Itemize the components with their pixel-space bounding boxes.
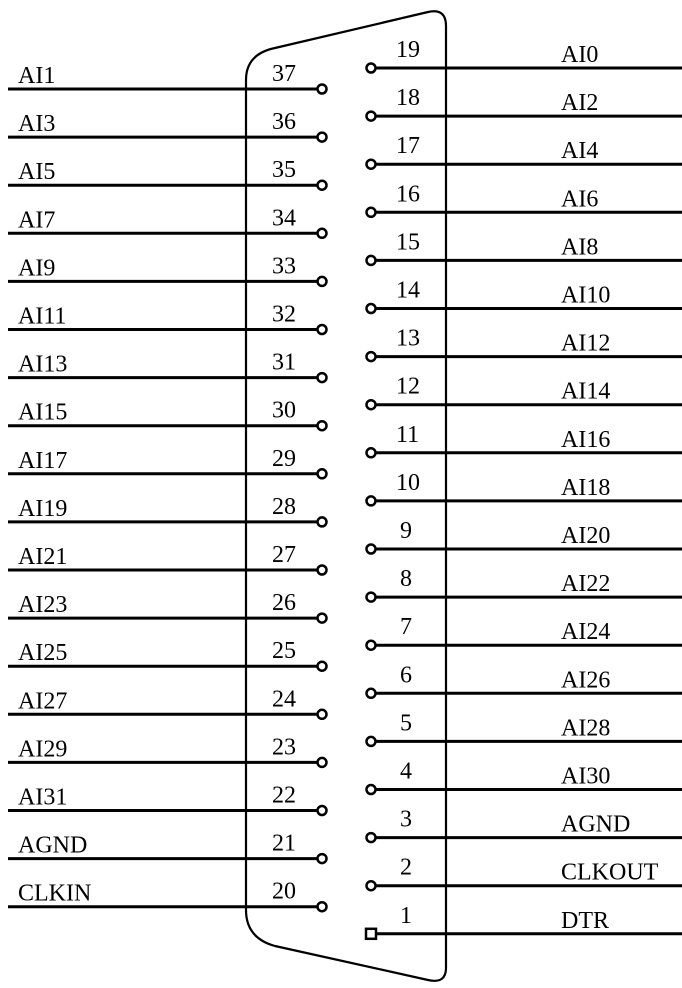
signal-label: AGND	[561, 811, 631, 838]
left-pin-row-26	[8, 590, 327, 623]
pin-number: 15	[396, 229, 420, 256]
pin-number: 13	[396, 325, 420, 352]
left-pin-row-34	[8, 205, 327, 238]
left-pin-row-29	[8, 446, 327, 479]
signal-label: AI12	[561, 330, 611, 357]
right-pin-row-5	[367, 710, 682, 746]
pin-number: 16	[396, 181, 420, 208]
right-pin-row-13	[367, 326, 682, 362]
pin-number: 23	[272, 734, 296, 761]
signal-label: AI13	[18, 351, 68, 378]
pin-contact-icon	[367, 448, 376, 457]
pin-number: 5	[400, 710, 412, 737]
signal-label: AI0	[561, 42, 599, 68]
signal-label: AI24	[561, 619, 611, 646]
pin-contact-icon	[367, 641, 376, 650]
pin-contact-icon	[367, 593, 376, 602]
pin-contact-icon	[318, 806, 327, 815]
pin-number: 28	[272, 493, 296, 520]
signal-label: AI8	[561, 234, 599, 261]
left-pin-row-37	[8, 61, 327, 94]
pin-contact-icon	[318, 421, 327, 430]
pin-contact-icon	[367, 160, 376, 169]
signal-label: AI2	[561, 90, 599, 117]
right-pin-row-6	[367, 662, 682, 698]
signal-label: AI18	[561, 474, 611, 501]
signal-label: AI19	[18, 495, 68, 522]
left-pin-row-36	[8, 109, 327, 142]
pin-contact-icon	[318, 662, 327, 671]
signal-label: AI25	[18, 640, 68, 667]
left-pin-column	[8, 61, 327, 911]
signal-label: AI5	[18, 159, 56, 186]
signal-label: CLKOUT	[561, 859, 659, 886]
right-pin-row-9	[367, 518, 682, 554]
pin-contact-icon	[318, 85, 327, 94]
pin-number: 9	[400, 518, 412, 544]
signal-label: AI21	[18, 544, 68, 570]
pin-number: 31	[272, 349, 296, 376]
pin-contact-icon	[367, 785, 376, 794]
pin-contact-icon	[367, 400, 376, 409]
signal-label: AI26	[561, 667, 611, 694]
signal-label: AI15	[18, 399, 68, 426]
left-pin-row-31	[8, 350, 327, 383]
pin-number: 27	[272, 542, 296, 568]
pin-number: 4	[400, 758, 412, 785]
signal-label: AI20	[561, 523, 611, 549]
pin-contact-icon	[318, 373, 327, 382]
pin-number: 19	[396, 37, 420, 63]
pin-contact-icon	[318, 469, 327, 478]
pin-contact-icon	[318, 133, 327, 142]
left-pin-row-35	[8, 157, 327, 190]
pin-contact-icon	[367, 112, 376, 121]
pin-number: 18	[396, 85, 420, 112]
right-pin-row-12	[367, 374, 682, 410]
left-pin-row-20	[8, 879, 327, 912]
signal-label: AI31	[18, 784, 68, 811]
pin-number: 29	[272, 445, 296, 472]
pin-number: 11	[396, 421, 420, 448]
left-pin-row-22	[8, 783, 327, 816]
pin-number: 33	[272, 253, 296, 280]
pin-number: 3	[400, 806, 412, 833]
signal-label: CLKIN	[18, 880, 92, 907]
left-pin-row-30	[8, 398, 327, 431]
pin-contact-icon	[318, 710, 327, 719]
pin-number: 2	[400, 854, 412, 881]
signal-label: AI3	[18, 111, 56, 138]
right-pin-row-19	[367, 37, 682, 73]
pin-number: 17	[396, 133, 420, 160]
right-pin-row-8	[367, 566, 682, 602]
signal-label: AI27	[18, 688, 68, 715]
signal-label: AI17	[18, 447, 68, 474]
signal-label: AI28	[561, 715, 611, 742]
signal-label: AI4	[561, 138, 599, 165]
pin-contact-icon	[367, 545, 376, 554]
pin-contact-icon	[367, 64, 376, 73]
right-pin-row-17	[367, 133, 682, 169]
pin-number: 10	[396, 469, 420, 496]
pin-number: 35	[272, 157, 296, 184]
right-pin-row-14	[367, 278, 682, 314]
pin-number: 12	[396, 373, 420, 400]
pin-contact-icon	[318, 758, 327, 767]
pin-contact-icon	[367, 352, 376, 361]
right-pin-row-16	[367, 181, 682, 217]
pin-contact-icon	[367, 689, 376, 698]
pin-contact-icon	[367, 304, 376, 313]
left-pin-row-32	[8, 302, 327, 335]
pin-contact-icon	[318, 614, 327, 623]
pin-contact-icon	[318, 229, 327, 238]
pin-contact-icon	[367, 256, 376, 265]
pin-number: 24	[272, 686, 296, 713]
pin-contact-icon	[367, 737, 376, 746]
right-pin-row-3	[367, 807, 682, 843]
signal-label: AI9	[18, 255, 56, 282]
signal-label: AI16	[561, 426, 611, 453]
pin-number: 36	[272, 109, 296, 136]
pin-contact-icon	[367, 881, 376, 890]
signal-label: AI22	[561, 571, 611, 598]
signal-label: AI14	[561, 378, 611, 405]
left-pin-row-24	[8, 686, 327, 719]
right-pin-row-15	[367, 229, 682, 265]
pin-number: 25	[272, 638, 296, 665]
pin-contact-icon	[318, 566, 327, 575]
left-pin-row-25	[8, 638, 327, 671]
left-pin-row-21	[8, 831, 327, 864]
left-pin-row-23	[8, 734, 327, 767]
pin-number: 37	[272, 61, 296, 87]
right-pin-row-2	[367, 855, 682, 891]
pin-number: 7	[400, 614, 412, 641]
pin-number: 30	[272, 397, 296, 424]
right-pin-row-18	[367, 85, 682, 121]
signal-label: AI7	[18, 207, 56, 234]
left-pin-row-28	[8, 494, 327, 527]
pin-number: 22	[272, 782, 296, 809]
pin1-square-icon	[366, 929, 376, 939]
pin-number: 32	[272, 301, 296, 328]
pin-number: 14	[396, 277, 420, 304]
right-pin-row-10	[367, 470, 682, 506]
pin-number: 21	[272, 830, 296, 857]
right-pin-column	[366, 37, 682, 939]
pin-contact-icon	[367, 496, 376, 505]
right-pin-row-4	[367, 759, 682, 795]
pin-contact-icon	[318, 517, 327, 526]
signal-label: AI23	[18, 592, 68, 619]
signal-label: AGND	[18, 832, 88, 859]
pin-number: 34	[272, 205, 296, 232]
signal-label: AI10	[561, 282, 611, 309]
pin-contact-icon	[318, 854, 327, 863]
pin-contact-icon	[367, 208, 376, 217]
pin-number: 6	[400, 662, 412, 689]
pin-contact-icon	[318, 325, 327, 334]
right-pin-row-7	[367, 614, 682, 650]
pin-contact-icon	[318, 277, 327, 286]
pin-contact-icon	[318, 902, 327, 911]
right-pin-row-11	[367, 422, 682, 458]
pin-number: 20	[272, 878, 296, 905]
signal-label: AI1	[18, 63, 56, 89]
signal-label: DTR	[561, 907, 609, 934]
signal-label: AI29	[18, 736, 68, 763]
signal-label: AI6	[561, 186, 599, 213]
left-pin-row-33	[8, 253, 327, 286]
right-pin-row-1	[366, 903, 682, 939]
pin-number: 26	[272, 590, 296, 617]
signal-label: AI11	[18, 303, 67, 330]
pin-contact-icon	[367, 833, 376, 842]
pin-number: 1	[400, 902, 412, 929]
signal-label: AI30	[561, 763, 611, 790]
pin-contact-icon	[318, 181, 327, 190]
left-pin-row-27	[8, 542, 327, 575]
pin-number: 8	[400, 566, 412, 593]
